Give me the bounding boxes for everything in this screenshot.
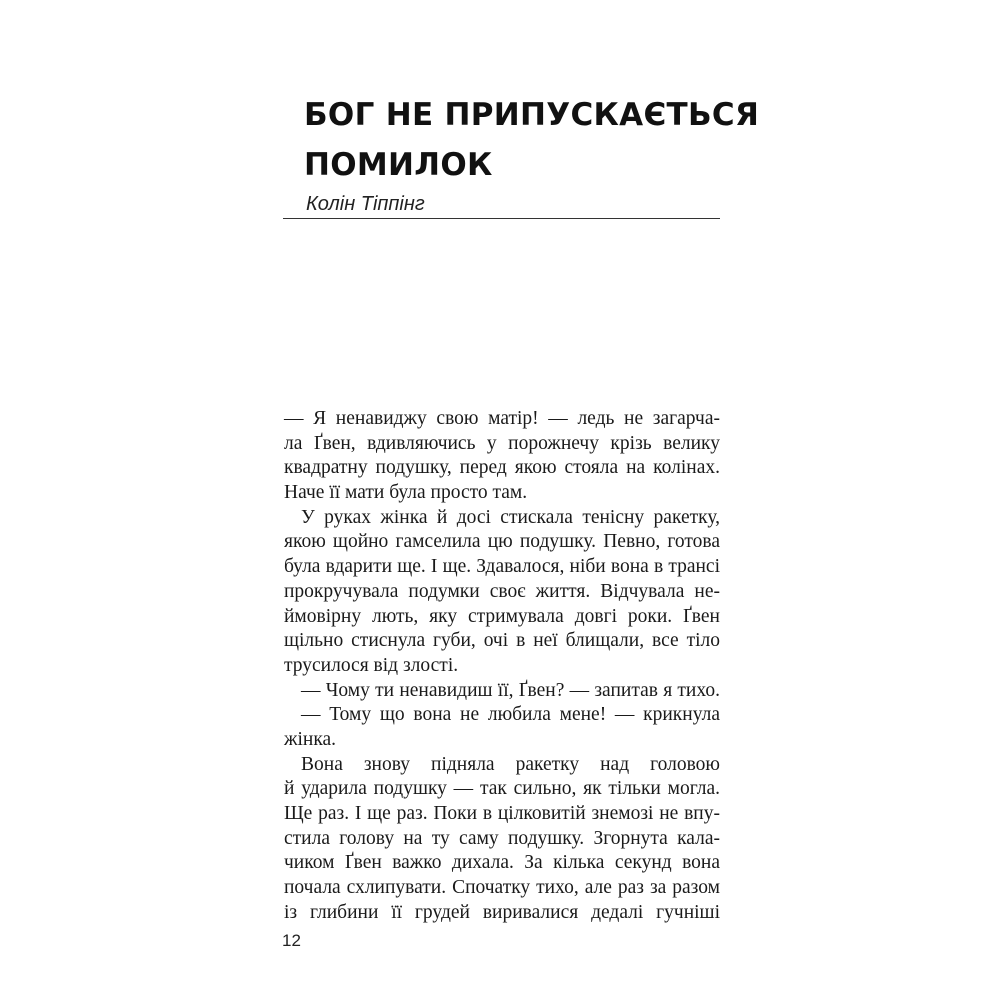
body-line: почала схлипувати. Спочатку тихо, але раз за разом <box>284 877 720 899</box>
body-line: У руках жінка й досі стискала тенісну ракетку, <box>301 506 720 528</box>
page-number: 12 <box>282 931 301 950</box>
body-line: щільно стиснула губи, очі в неї блищали, все тіло <box>284 630 720 652</box>
chapter-title-line: БОГ НЕ ПРИПУСКАЄТЬСЯ <box>304 97 760 133</box>
body-line: — Я ненавиджу свою матір! — ледь не загарча- <box>284 408 720 429</box>
body-line: квадратну подушку, перед якою стояла на колінах. <box>284 457 720 479</box>
body-line: ла Ґвен, вдивляючись у порожнечу крізь велику <box>284 432 720 454</box>
body-line: ймовірну лють, яку стримувала довгі роки. Ґвен <box>284 605 720 627</box>
body-line: була вдарити ще. І ще. Здавалося, ніби вона в трансі <box>284 556 720 578</box>
body-line: трусилося від злості. <box>284 654 459 676</box>
title-divider <box>283 218 720 219</box>
body-line: й ударила подушку — так сильно, як тільки могла. <box>284 778 720 800</box>
body-line: Наче її мати була просто там. <box>284 482 528 504</box>
body-line: із глибини її грудей виривалися дедалі гучніші <box>284 901 720 923</box>
body-line: стила голову на ту саму подушку. Згорнута кала- <box>284 827 720 849</box>
body-line: Ще раз. І ще раз. Поки в цілковитій знемозі не впу- <box>284 803 720 824</box>
body-line: чиком Ґвен важко дихала. За кілька секунд вона <box>284 852 720 874</box>
chapter-title-line: ПОМИЛОК <box>304 147 493 183</box>
chapter-author: Колін Тіппінг <box>306 193 425 215</box>
body-line: Вона знову підняла ракетку над головою <box>301 753 720 775</box>
body-line: — Чому ти ненавидиш її, Ґвен? — запитав я тихо. <box>301 679 720 701</box>
body-line: прокручувала подумки своє життя. Відчувала не- <box>284 580 720 602</box>
body-line: жінка. <box>284 728 337 750</box>
body-line: — Тому що вона не любила мене! — крикнула <box>301 704 720 726</box>
body-text <box>284 407 720 925</box>
chapter-title <box>304 90 760 190</box>
body-line: якою щойно гамселила цю подушку. Певно, готова <box>284 531 720 553</box>
